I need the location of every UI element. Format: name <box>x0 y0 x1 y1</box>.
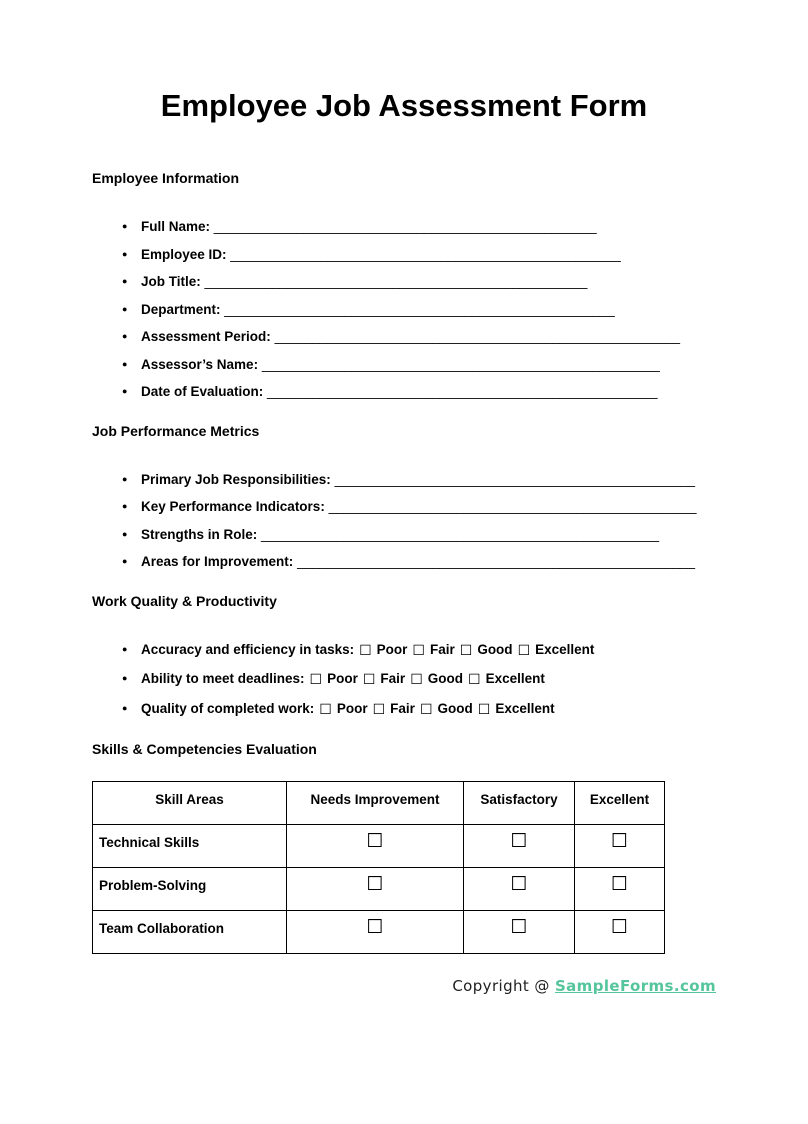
field-label: Assessor’s Name: <box>141 356 259 372</box>
rating-option <box>359 642 407 657</box>
table-row <box>93 868 665 911</box>
table-checkbox-cell[interactable] <box>575 868 665 911</box>
sampleforms-link[interactable]: SampleForms.com <box>554 977 716 995</box>
job-performance-list <box>92 466 716 576</box>
table-checkbox-cell[interactable] <box>575 825 665 868</box>
table-checkbox-cell[interactable] <box>287 825 464 868</box>
table-checkbox-cell[interactable] <box>464 911 575 954</box>
checkbox-icon[interactable]: ☐ <box>610 830 629 852</box>
field-label: Quality of completed work: <box>141 700 315 716</box>
fill-in-line: _____________________________________________________ <box>261 526 659 542</box>
table-checkbox-cell[interactable] <box>464 825 575 868</box>
rating-option <box>363 671 405 686</box>
section-heading-job-performance-metrics: Job Performance Metrics <box>92 422 260 439</box>
rating-option-label: Good <box>427 671 463 686</box>
rating-option-label: Poor <box>336 700 368 716</box>
rating-item <box>122 665 716 695</box>
footer <box>92 976 716 995</box>
checkbox-icon[interactable]: ☐ <box>309 672 323 688</box>
field-label: Department: <box>141 301 221 317</box>
fill-in-line: _____________________________________________________ <box>261 356 660 372</box>
rating-option <box>478 701 555 716</box>
fill-in-line: ___________________________________________________ <box>213 219 597 234</box>
list-item <box>122 493 716 521</box>
employee-information-list <box>92 213 716 406</box>
field-label: Primary Job Responsibilities: <box>141 471 331 487</box>
field-label: Job Title: <box>141 274 201 289</box>
rating-option-label: Poor <box>376 641 408 657</box>
fill-in-line: ___________________________________________________ <box>204 274 588 289</box>
skill-name: Team Collaboration <box>93 911 287 954</box>
rating-option-label: Good <box>437 700 473 716</box>
checkbox-icon[interactable]: ☐ <box>419 701 433 718</box>
section-heading-work-quality: Work Quality & Productivity <box>92 592 277 609</box>
checkbox-icon[interactable]: ☐ <box>319 701 332 718</box>
rating-option <box>468 671 545 686</box>
section-heading-employee-information: Employee Information <box>92 170 240 186</box>
checkbox-icon[interactable]: ☐ <box>477 701 491 718</box>
list-item <box>122 213 716 241</box>
rating-option <box>319 701 367 716</box>
checkbox-icon[interactable]: ☐ <box>362 672 376 688</box>
rating-option-label: Fair <box>390 700 415 716</box>
list-item <box>122 521 716 549</box>
table-row <box>93 825 665 868</box>
rating-option <box>410 671 463 686</box>
rating-option <box>412 642 454 657</box>
rating-option-label: Excellent <box>535 641 595 657</box>
checkbox-icon[interactable]: ☐ <box>359 642 372 659</box>
rating-option <box>310 671 358 686</box>
list-item <box>122 323 716 351</box>
rating-item <box>122 636 716 666</box>
checkbox-icon[interactable]: ☐ <box>610 916 629 938</box>
table-checkbox-cell[interactable] <box>287 911 464 954</box>
table-header-excellent: Excellent <box>575 782 665 825</box>
checkbox-icon[interactable]: ☐ <box>366 830 384 852</box>
checkbox-icon[interactable]: ☐ <box>412 642 425 659</box>
rating-option <box>518 642 595 657</box>
field-label: Accuracy and efficiency in tasks: <box>141 641 355 657</box>
fill-in-line: ______________________________________________________ <box>274 329 681 344</box>
list-item <box>122 268 716 296</box>
rating-option <box>373 701 415 716</box>
checkbox-icon[interactable]: ☐ <box>468 672 481 688</box>
checkbox-icon[interactable]: ☐ <box>610 873 629 895</box>
checkbox-icon[interactable]: ☐ <box>366 873 384 895</box>
rating-option-label: Good <box>477 641 513 657</box>
list-item <box>122 466 716 494</box>
list-item <box>122 351 716 379</box>
checkbox-icon[interactable]: ☐ <box>410 672 423 688</box>
field-label: Employee ID: <box>141 246 227 262</box>
fill-in-line: ________________________________________________ <box>334 471 695 487</box>
skill-name: Technical Skills <box>93 825 287 868</box>
fill-in-line: _____________________________________________________ <box>297 554 695 569</box>
table-row <box>93 911 665 954</box>
checkbox-icon[interactable]: ☐ <box>510 873 528 895</box>
table-checkbox-cell[interactable] <box>287 868 464 911</box>
copyright-text: Copyright @ <box>452 977 555 995</box>
checkbox-icon[interactable]: ☐ <box>459 642 473 659</box>
list-item <box>122 548 716 576</box>
fill-in-line: ____________________________________________________ <box>230 246 621 262</box>
list-item <box>122 241 716 269</box>
checkbox-icon[interactable]: ☐ <box>372 701 386 718</box>
field-label: Strengths in Role: <box>141 526 258 542</box>
rating-option-label: Excellent <box>485 671 545 686</box>
rating-option-label: Fair <box>380 671 406 686</box>
rating-option-label: Excellent <box>495 700 555 716</box>
field-label: Assessment Period: <box>141 329 271 344</box>
table-checkbox-cell[interactable] <box>575 911 665 954</box>
checkbox-icon[interactable]: ☐ <box>517 642 531 659</box>
section-heading-skills-evaluation: Skills & Competencies Evaluation <box>92 741 317 757</box>
field-label: Ability to meet deadlines: <box>141 671 305 686</box>
table-header-row <box>93 782 665 825</box>
table-header-needs-improvement: Needs Improvement <box>287 782 464 825</box>
field-label: Full Name: <box>141 219 211 234</box>
fill-in-line: ____________________________________________________ <box>267 384 658 399</box>
list-item <box>122 378 716 406</box>
page-title: Employee Job Assessment Form <box>160 88 648 123</box>
table-checkbox-cell[interactable] <box>464 868 575 911</box>
rating-item <box>122 695 716 725</box>
field-label: Date of Evaluation: <box>141 384 264 399</box>
list-item <box>122 296 716 324</box>
work-quality-list <box>92 636 716 725</box>
fill-in-line: _________________________________________________ <box>328 499 697 514</box>
checkbox-icon[interactable]: ☐ <box>366 916 384 938</box>
skills-table <box>92 781 665 954</box>
field-label: Areas for Improvement: <box>141 554 294 569</box>
field-label: Key Performance Indicators: <box>141 499 325 514</box>
rating-option <box>420 701 473 716</box>
rating-option-label: Fair <box>429 641 455 657</box>
fill-in-line: ____________________________________________________ <box>224 301 615 317</box>
skill-name: Problem-Solving <box>93 868 287 911</box>
table-header-satisfactory: Satisfactory <box>464 782 575 825</box>
rating-option-label: Poor <box>327 671 358 686</box>
checkbox-icon[interactable]: ☐ <box>510 830 528 852</box>
table-header-skill-areas: Skill Areas <box>93 782 287 825</box>
checkbox-icon[interactable]: ☐ <box>510 916 528 938</box>
document-page <box>0 86 808 995</box>
rating-option <box>460 642 513 657</box>
